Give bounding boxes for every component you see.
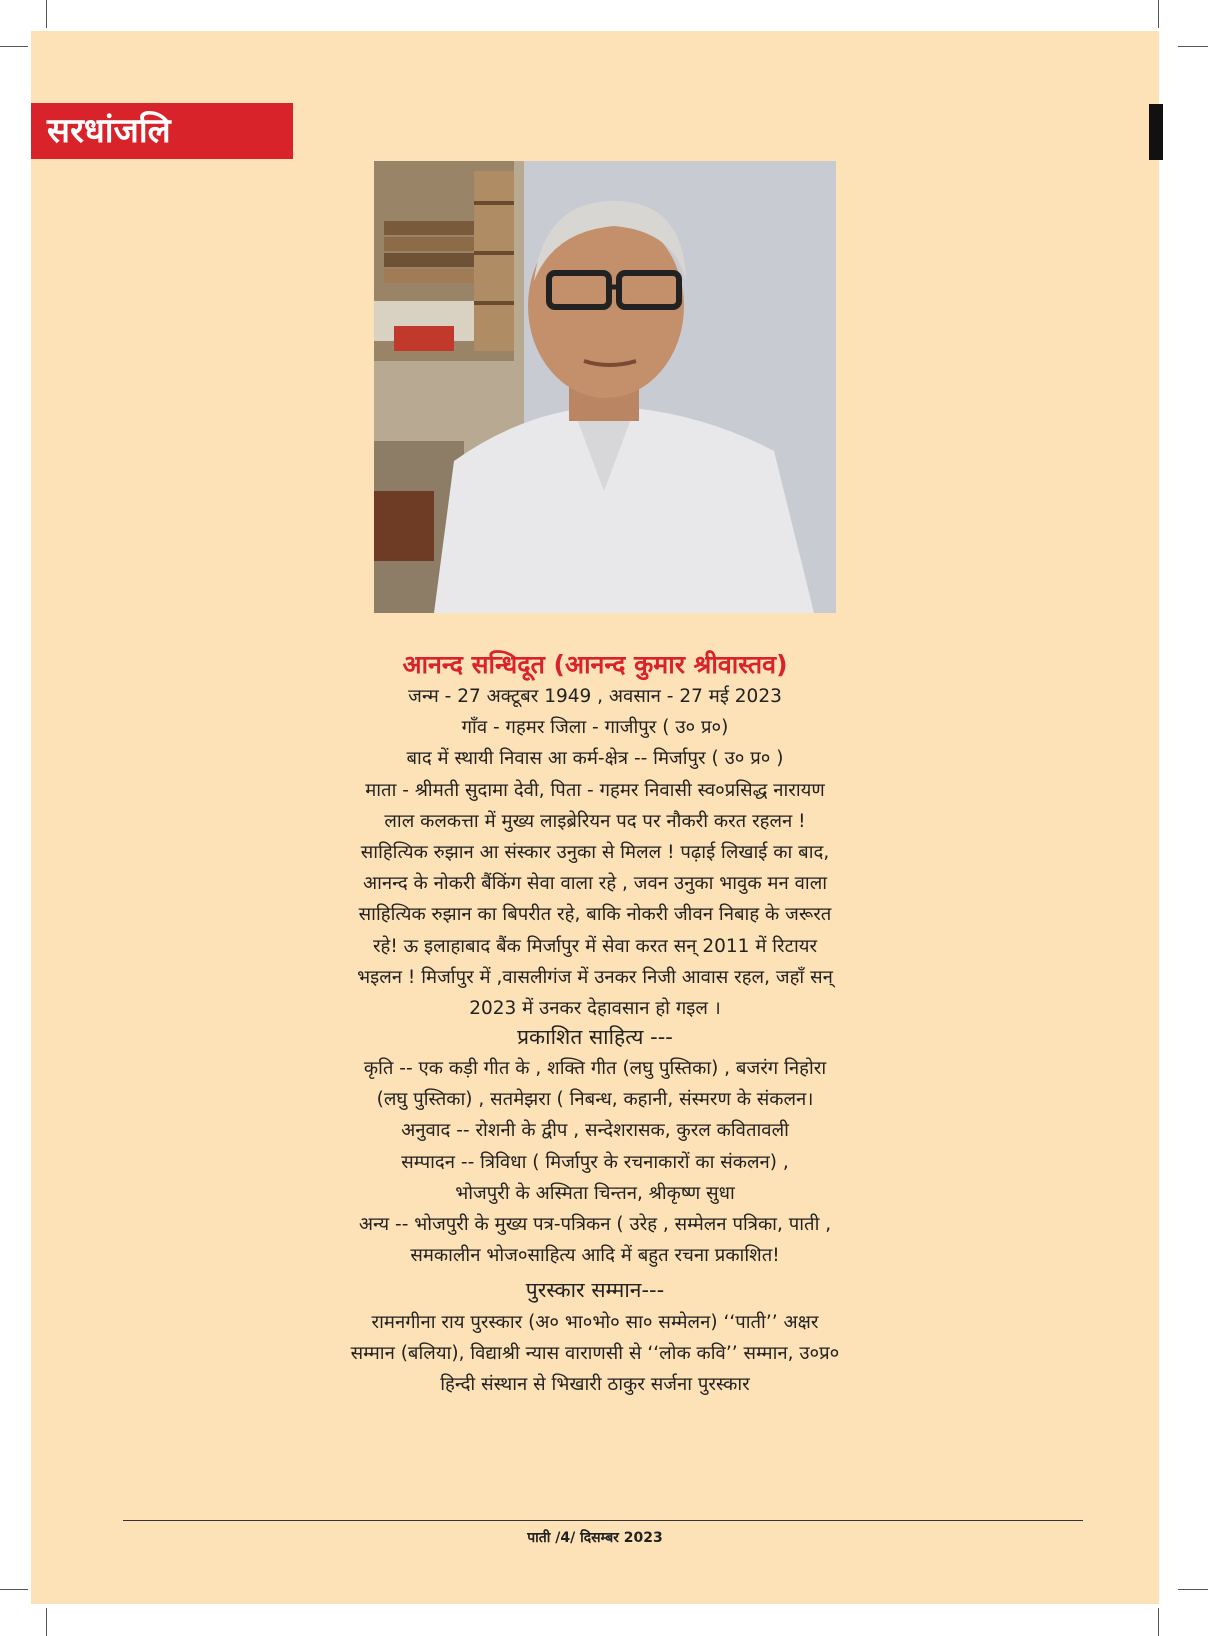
awards-heading: पुरस्कार सम्मान--- xyxy=(525,1278,665,1302)
awards-line: रामनगीना राय पुरस्कार (अ० भा०भो० सा० सम्मेलन) ‘‘पाती’’ अक्षर xyxy=(371,1312,819,1333)
bio-line: लाल कलकत्ता में मुख्य लाइब्रेरियन पद पर नौकरी करत रहलन ! xyxy=(384,810,806,832)
portrait-illustration xyxy=(374,161,836,613)
footer-rule xyxy=(123,1520,1083,1521)
bio-line: बाद में स्थायी निवास आ कर्म-क्षेत्र -- मिर्जापुर ( उ० प्र० ) xyxy=(406,748,784,770)
awards-block xyxy=(281,1307,909,1401)
edge-marker xyxy=(1149,104,1163,160)
section-tag: सरधांजलि xyxy=(31,103,293,159)
crop-mark xyxy=(46,0,47,28)
crop-mark xyxy=(46,1608,47,1636)
crop-mark xyxy=(0,1589,28,1590)
crop-mark xyxy=(1178,46,1208,47)
bio-line: जन्म - 27 अक्टूबर 1949 , अवसान - 27 मई 2023 xyxy=(408,686,782,707)
page-footer: पाती /4/ दिसम्बर 2023 xyxy=(527,1530,663,1546)
crop-mark xyxy=(0,46,28,47)
published-heading: प्रकाशित साहित्य --- xyxy=(517,1025,673,1049)
crop-mark xyxy=(1178,1589,1208,1590)
person-name-title: आनन्द सन्धिदूत (आनन्द कुमार श्रीवास्तव) xyxy=(402,650,788,679)
portrait-photo xyxy=(374,161,836,613)
published-line: समकालीन भोज०साहित्य आदि में बहुत रचना प्रकाशित! xyxy=(410,1245,780,1267)
published-line: सम्पादन -- त्रिविधा ( मिर्जापुर के रचनाकारों का संकलन) , xyxy=(401,1151,789,1173)
published-line: अनुवाद -- रोशनी के द्वीप , सन्देशरासक, कुरल कवितावली xyxy=(401,1120,789,1142)
bio-line: 2023 में उनकर देहावसान हो गइल । xyxy=(469,998,721,1020)
bio-line: माता - श्रीमती सुदामा देवी, पिता - गहमर निवासी स्व०प्रसिद्ध नारायण xyxy=(365,779,825,801)
published-line: (लघु पुस्तिका) , सतमेझरा ( निबन्ध, कहानी, संस्मरण के संकलन। xyxy=(376,1089,814,1111)
crop-mark xyxy=(1158,1608,1159,1636)
bio-line: भइलन ! मिर्जापुर में ,वासलीगंज में उनकर निजी आवास रहल, जहाँ सन् xyxy=(357,966,833,988)
bio-line: गाँव - गहमर जिला - गाजीपुर ( उ० प्र०) xyxy=(461,717,729,739)
crop-mark xyxy=(1158,0,1159,28)
biography-block xyxy=(281,681,909,1024)
magazine-page xyxy=(31,31,1159,1604)
bio-line: आनन्द के नोकरी बैंकिंग सेवा वाला रहे , जवन उनुका भावुक मन वाला xyxy=(362,873,828,895)
published-block xyxy=(281,1053,909,1271)
published-line: कृति -- एक कड़ी गीत के , शक्ति गीत (लघु पुस्तिका) , बजरंग निहोरा xyxy=(363,1058,827,1079)
published-line: अन्य -- भोजपुरी के मुख्य पत्र-पत्रिकन ( उरेह , सम्मेलन पत्रिका, पाती , xyxy=(358,1214,832,1236)
awards-line: सम्मान (बलिया), विद्याश्री न्यास वाराणसी से ‘‘लोक कवि’’ सम्मान, उ०प्र० xyxy=(350,1343,840,1365)
bio-line: साहित्यिक रुझान का बिपरीत रहे, बाकि नोकरी जीवन निबाह के जरूरत xyxy=(358,904,832,926)
bio-line: साहित्यिक रुझान आ संस्कार उनुका से मिलल ! पढ़ाई लिखाई का बाद, xyxy=(360,842,830,864)
published-line: भोजपुरी के अस्मिता चिन्तन, श्रीकृष्ण सुधा xyxy=(455,1182,735,1204)
awards-line: हिन्दी संस्थान से भिखारी ठाकुर सर्जना पुरस्कार xyxy=(440,1374,750,1396)
bio-line: रहे! ऊ इलाहाबाद बैंक मिर्जापुर में सेवा करत सन् 2011 में रिटायर xyxy=(372,935,818,957)
